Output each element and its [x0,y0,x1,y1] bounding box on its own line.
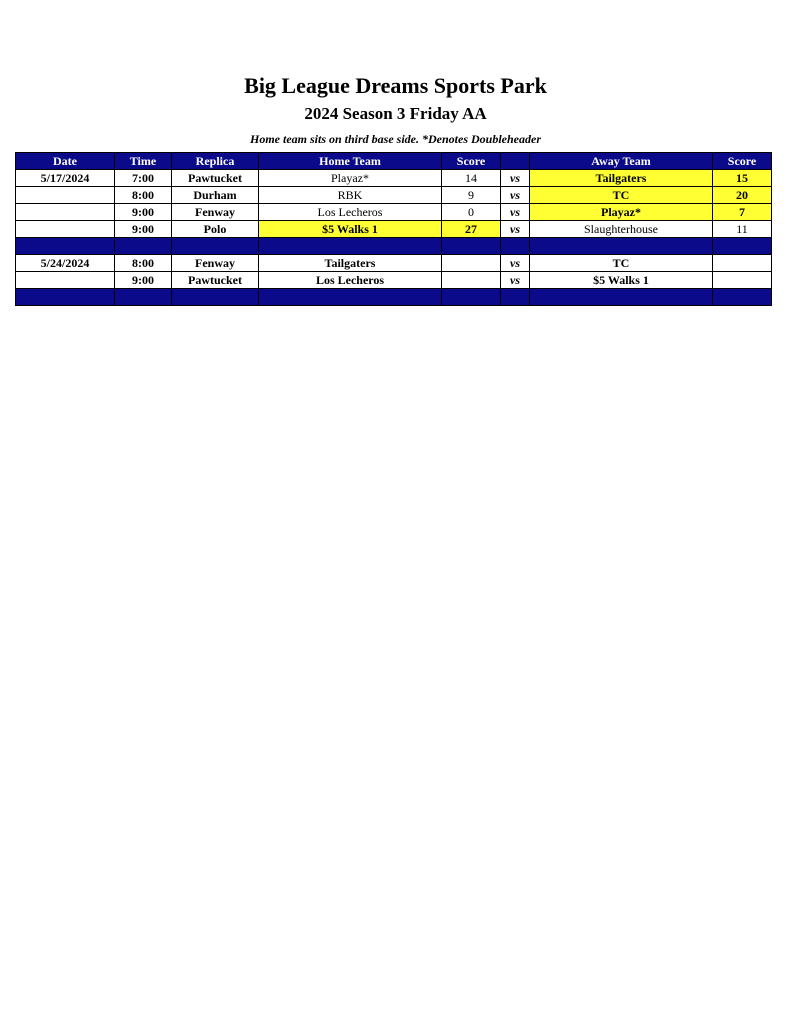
column-header-time: Time [115,153,172,170]
away-team: $5 Walks 1 [530,272,713,289]
home-score [442,272,501,289]
table-row [16,272,772,289]
away-team: TC [530,255,713,272]
table-row [16,255,772,272]
vs-label: vs [501,221,530,238]
game-time: 9:00 [115,272,172,289]
schedule-note: Home team sits on third base side. *Denotes Doubleheader [250,132,541,146]
table-row [16,221,772,238]
home-score: 27 [442,221,501,238]
home-score: 14 [442,170,501,187]
game-time: 7:00 [115,170,172,187]
game-replica: Pawtucket [172,170,259,187]
column-header-date: Date [16,153,115,170]
home-score: 9 [442,187,501,204]
vs-label: vs [501,187,530,204]
away-team: Tailgaters [530,170,713,187]
away-score [713,255,772,272]
column-header-home-score: Score [442,153,501,170]
game-time: 8:00 [115,187,172,204]
away-team: Playaz* [530,204,713,221]
vs-label: vs [501,255,530,272]
away-team: TC [530,187,713,204]
away-score: 11 [713,221,772,238]
game-replica: Fenway [172,204,259,221]
game-date: 5/17/2024 [16,170,115,187]
home-team: RBK [259,187,442,204]
game-date [16,272,115,289]
game-date: 5/24/2024 [16,255,115,272]
header-row [16,153,772,170]
game-time: 9:00 [115,221,172,238]
game-replica: Durham [172,187,259,204]
game-date [16,187,115,204]
away-score: 15 [713,170,772,187]
week-separator [16,289,772,306]
column-header-home-team: Home Team [259,153,442,170]
week-separator [16,238,772,255]
vs-label: vs [501,272,530,289]
game-replica: Pawtucket [172,272,259,289]
game-replica: Fenway [172,255,259,272]
column-header-replica: Replica [172,153,259,170]
vs-label: vs [501,170,530,187]
column-header-away-team: Away Team [530,153,713,170]
home-team: Los Lecheros [259,272,442,289]
page-title: Big League Dreams Sports Park [244,73,547,98]
column-header-vs [501,153,530,170]
game-time: 8:00 [115,255,172,272]
column-header-away-score: Score [713,153,772,170]
game-time: 9:00 [115,204,172,221]
away-score: 20 [713,187,772,204]
home-score: 0 [442,204,501,221]
away-team: Slaughterhouse [530,221,713,238]
away-score [713,272,772,289]
game-date [16,204,115,221]
home-score [442,255,501,272]
table-row [16,170,772,187]
table-row [16,187,772,204]
home-team: Playaz* [259,170,442,187]
table-row [16,204,772,221]
away-score: 7 [713,204,772,221]
page-subtitle: 2024 Season 3 Friday AA [304,104,487,123]
game-replica: Polo [172,221,259,238]
home-team: $5 Walks 1 [259,221,442,238]
vs-label: vs [501,204,530,221]
schedule-table [15,152,772,306]
home-team: Tailgaters [259,255,442,272]
home-team: Los Lecheros [259,204,442,221]
game-date [16,221,115,238]
